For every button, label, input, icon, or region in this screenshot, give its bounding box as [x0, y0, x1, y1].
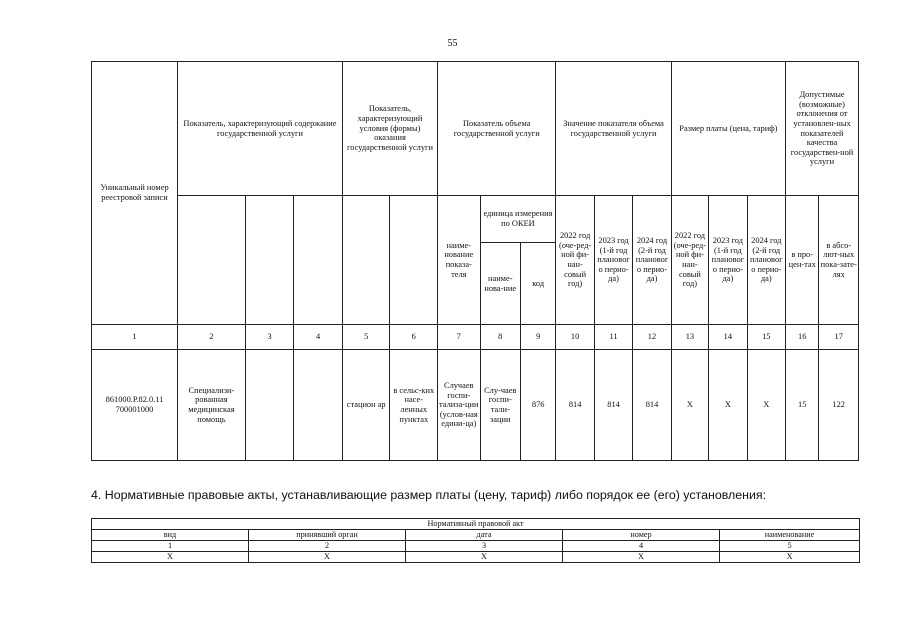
acts-column-number: 3: [406, 541, 563, 552]
cell-absolute: 122: [819, 350, 859, 461]
header-code: код: [520, 243, 555, 325]
column-number: 16: [786, 325, 819, 350]
column-number: 8: [480, 325, 520, 350]
header-value-2022: 2022 год (оче-ред-ной фи-нан-совый год): [556, 196, 594, 325]
header-absolute: в абсо-лют-ных пока-зате-лях: [819, 196, 859, 325]
section-4-title: 4. Нормативные правовые акты, устанавливающие размер платы (цену, тариф) либо порядок ее (его) установления:: [91, 488, 767, 502]
column-number: 15: [747, 325, 785, 350]
acts-column-header: дата: [406, 530, 563, 541]
acts-column-header: номер: [563, 530, 720, 541]
column-number: 13: [671, 325, 708, 350]
cell-value-2023: 814: [594, 350, 632, 461]
header-fee-2022: 2022 год (оче-ред-ной фи-нан-совый год): [671, 196, 708, 325]
acts-column-number: 4: [563, 541, 720, 552]
column-number: 2: [178, 325, 246, 350]
acts-cell: Х: [249, 552, 406, 563]
header-percent: в про-цен-тах: [786, 196, 819, 325]
blank-cell: [342, 196, 390, 325]
header-deviation-group: Допустимые (возможные) отклонения от установлен-ных показателей качества государствен-ной услуги: [786, 62, 859, 196]
table-row: [92, 552, 860, 563]
header-fee-2023: 2023 год (1-й год планового перио-да): [709, 196, 747, 325]
column-number: 10: [556, 325, 594, 350]
legal-acts-table: [91, 518, 860, 563]
acts-cell: Х: [92, 552, 249, 563]
column-number: 11: [594, 325, 632, 350]
header-fee-2024: 2024 год (2-й год планового перио-да): [747, 196, 785, 325]
cell-content-2: [245, 350, 294, 461]
cell-code: 876: [520, 350, 555, 461]
acts-column-header: наименование: [720, 530, 860, 541]
cell-unique-id: 861000.Р.82.0.11 700001000: [92, 350, 178, 461]
cell-value-2022: 814: [556, 350, 594, 461]
column-number: 1: [92, 325, 178, 350]
blank-cell: [245, 196, 294, 325]
cell-condition-1: стацион ар: [342, 350, 390, 461]
cell-fee-2023: Х: [709, 350, 747, 461]
cell-unit-name: Слу-чаев госпи-тали-зации: [480, 350, 520, 461]
service-volume-table: [91, 61, 859, 461]
header-unit-name: наиме-нова-ние: [480, 243, 520, 325]
acts-column-header: вид: [92, 530, 249, 541]
cell-fee-2022: Х: [671, 350, 708, 461]
acts-header: Нормативный правовой акт: [92, 519, 860, 530]
column-number: 5: [342, 325, 390, 350]
acts-column-number: 1: [92, 541, 249, 552]
header-fee-group: Размер платы (цена, тариф): [671, 62, 785, 196]
column-number: 7: [438, 325, 480, 350]
header-value-2023: 2023 год (1-й год планового перио-да): [594, 196, 632, 325]
column-number: 6: [390, 325, 438, 350]
blank-cell: [178, 196, 246, 325]
column-number: 14: [709, 325, 747, 350]
cell-percent: 15: [786, 350, 819, 461]
blank-cell: [294, 196, 343, 325]
cell-fee-2024: Х: [747, 350, 785, 461]
column-number: 4: [294, 325, 343, 350]
column-number: 3: [245, 325, 294, 350]
acts-column-number: 5: [720, 541, 860, 552]
acts-column-header: принявший орган: [249, 530, 406, 541]
cell-volume-name: Случаев госпи-тализа-ции (услов-ная едини-ца): [438, 350, 480, 461]
column-number: 9: [520, 325, 555, 350]
header-volume-group: Показатель объема государственной услуги: [438, 62, 556, 196]
acts-cell: Х: [406, 552, 563, 563]
header-unit-okei: единица измерения по ОКЕИ: [480, 196, 556, 243]
cell-content-3: [294, 350, 343, 461]
header-content-group: Показатель, характеризующий содержание государственной услуги: [178, 62, 343, 196]
page-number: 55: [447, 38, 458, 49]
table-row: [92, 350, 859, 461]
cell-condition-2: в сельс-ких насе-ленных пунктах: [390, 350, 438, 461]
acts-cell: Х: [720, 552, 860, 563]
cell-content-1: Специализи-рованная медицинская помощь: [178, 350, 246, 461]
header-unique-id: Уникальный номер реестровой записи: [92, 62, 178, 325]
header-condition-group: Показатель, характеризующий условия (формы) оказания государственной услуги: [342, 62, 437, 196]
header-volume-name: наиме-нование показа-теля: [438, 196, 480, 325]
acts-cell: Х: [563, 552, 720, 563]
blank-cell: [390, 196, 438, 325]
column-number: 12: [633, 325, 671, 350]
column-number: 17: [819, 325, 859, 350]
acts-column-number: 2: [249, 541, 406, 552]
header-value-group: Значение показателя объема государственной услуги: [556, 62, 671, 196]
header-value-2024: 2024 год (2-й год планового перио-да): [633, 196, 671, 325]
cell-value-2024: 814: [633, 350, 671, 461]
